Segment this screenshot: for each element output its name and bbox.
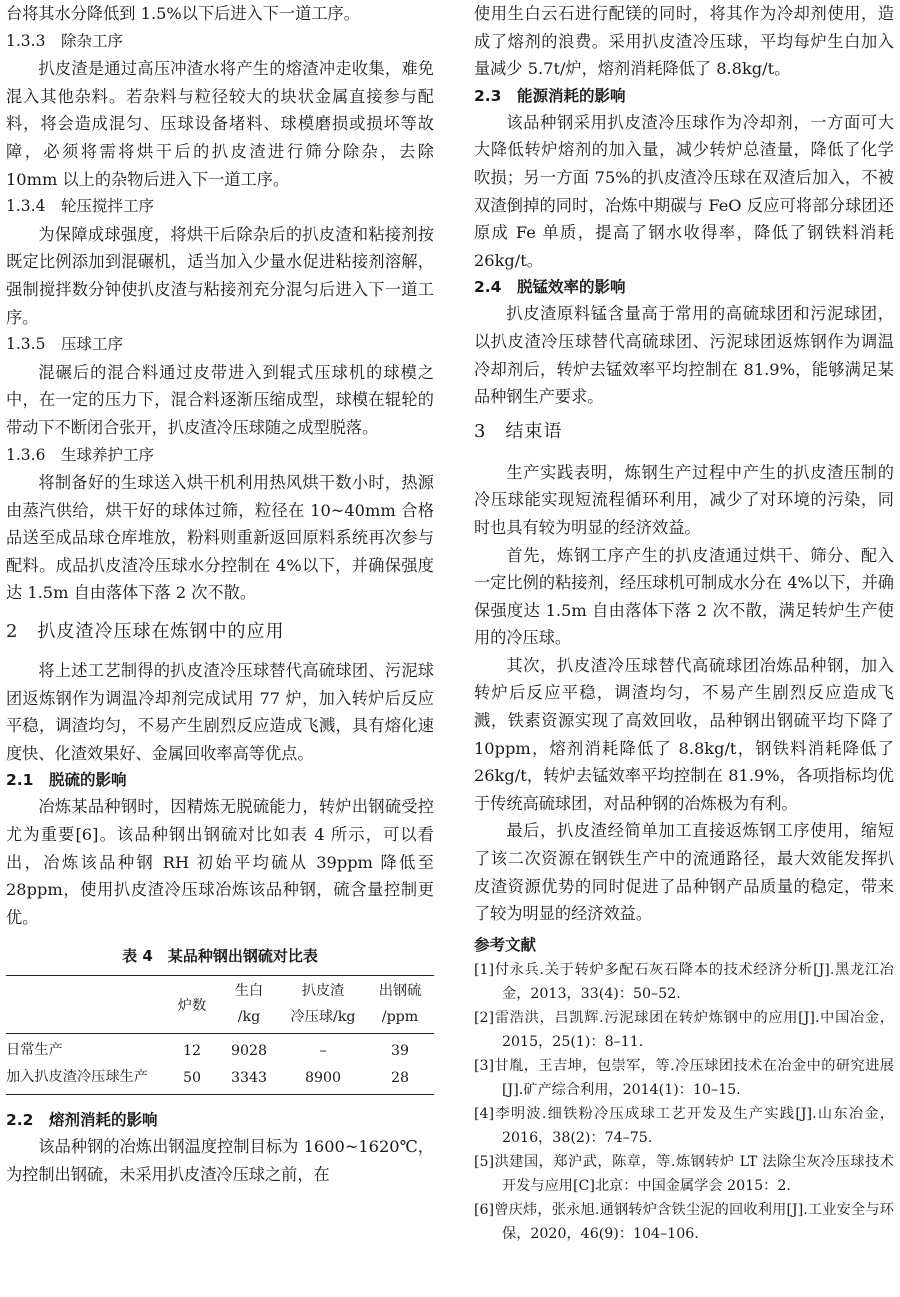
paragraph: 台将其水分降低到 1.5%以下后进入下一道工序。: [6, 4, 360, 23]
table-header: 扒皮渣: [280, 976, 366, 1005]
right-column: [474, 0, 894, 1246]
section-heading: 2.3 能源消耗的影响: [474, 86, 626, 105]
table-cell: 日常生产: [6, 1042, 63, 1059]
left-column: [6, 0, 434, 1189]
reference-item: [3]甘胤，王吉坤，包崇军，等.冷压球团技术在冶金中的研究进展[J].矿产综合利用，2014(1)：10–15.: [474, 1057, 894, 1098]
references-list: [474, 958, 894, 1246]
table-cell: 9028: [230, 1042, 268, 1059]
reference-item: [1]付永兵.关于转炉多配石灰石降本的技术经济分析[J].黑龙江冶金，2013，33(4)：50–52.: [474, 961, 894, 1002]
table-header: /ppm: [366, 1004, 434, 1034]
section-heading: 1.3.3 除杂工序: [6, 31, 123, 50]
section-heading: 2.4 脱锰效率的影响: [474, 278, 626, 297]
table-cell: 28: [366, 1064, 434, 1095]
paragraph: 为保障成球强度，将烘干后除杂后的扒皮渣和粘接剂按既定比例添加到混碾机，适当加入少量水促进粘接剂溶解，强制搅拌数分钟使扒皮渣与粘接剂充分混匀后进入下一道工序。: [6, 224, 434, 327]
table-cell: 12: [182, 1042, 202, 1059]
paragraph: 该品种钢的冶炼出钢温度控制目标为 1600~1620℃，为控制出钢硫，未采用扒皮渣冷压球之前，在: [6, 1137, 434, 1184]
reference-item: [2]雷浩洪，吕凯辉.污泥球团在转炉炼钢中的应用[J].中国冶金，2015，25(1)：8–11.: [474, 1009, 894, 1050]
references-heading: 参考文献: [474, 935, 537, 954]
section-heading: 1.3.5 压球工序: [6, 335, 123, 354]
table-cell: 39: [390, 1042, 410, 1059]
paragraph: 扒皮渣是通过高压冲渣水将产生的熔渣冲走收集，难免混入其他杂料。若杂料与粒径较大的块状金属直接参与配料，将会造成混匀、压球设备堵料、球模磨损或损坏等故障，必须将需将烘干后的扒皮渣进行筛分除杂，去除 10mm 以上的杂物后进入下一道工序。: [6, 59, 434, 189]
paragraph: 扒皮渣原料锰含量高于常用的高硫球团和污泥球团，以扒皮渣冷压球替代高硫球团、污泥球团返炼钢作为调温冷却剂后，转炉去锰效率平均控制在 81.9%，能够满足某品种钢生产要求。: [474, 304, 894, 407]
paragraph: 首先，炼钢工序产生的扒皮渣通过烘干、筛分、配入一定比例的粘接剂，经压球机可制成水分在 4%以下，并确保强度达 1.5m 自由落体下落 2 次不散，满足转炉生产使用的冷压球。: [474, 545, 894, 648]
section-heading: 1.3.6 生球养护工序: [6, 445, 154, 464]
table-header: [6, 1004, 166, 1034]
paragraph: 混碾后的混合料通过皮带进入到辊式压球机的球模之中，在一定的压力下，混合料逐渐压缩成型，球模在辊轮的带动下不断闭合张开，扒皮渣冷压球随之成型脱落。: [6, 362, 434, 437]
table-header: 生白: [218, 976, 280, 1005]
paragraph: 冶炼某品种钢时，因精炼无脱硫能力，转炉出钢硫受控尤为重要[6]。该品种钢出钢硫对比如表 4 所示，可以看出，冶炼该品种钢 RH 初始平均硫从 39ppm 降低至 28ppm，使用扒皮渣冷压球冶炼该品种钢，硫含量控制更优。: [6, 797, 434, 927]
section-heading: 2.2 熔剂消耗的影响: [6, 1111, 158, 1130]
chapter-heading: 2 扒皮渣冷压球在炼钢中的应用: [6, 621, 285, 643]
table-cell: 8900: [280, 1064, 366, 1095]
paragraph: 生产实践表明，炼钢生产过程中产生的扒皮渣压制的冷压球能实现短流程循环利用，减少了对环境的污染，同时也具有较为明显的经济效益。: [474, 462, 894, 537]
table-header: 炉数: [166, 991, 218, 1021]
table-cell: 加入扒皮渣冷压球生产: [6, 1064, 166, 1095]
reference-item: [4]李明波.细铁粉冷压成球工艺开发及生产实践[J].山东冶金，2016，38(2)：74–75.: [474, 1105, 894, 1146]
section-heading: 1.3.4 轮压搅拌工序: [6, 197, 154, 216]
table-cell: 3343: [218, 1064, 280, 1095]
chapter-heading: 3 结束语: [474, 420, 563, 442]
table-header: 冷压球/kg: [280, 1004, 366, 1034]
paragraph: 使用生白云石进行配镁的同时，将其作为冷却剂使用，造成了熔剂的浪费。采用扒皮渣冷压球，平均每炉生白加入量减少 5.7t/炉，熔剂消耗降低了 8.8kg/t。: [474, 4, 894, 79]
data-table: [6, 975, 434, 1095]
section-heading: 2.1 脱硫的影响: [6, 771, 127, 790]
table-cell: 50: [166, 1064, 218, 1095]
table-cell: –: [319, 1042, 327, 1059]
reference-item: [5]洪建国，郑沪武，陈章，等.炼钢转炉 LT 法除尘灰冷压球技术开发与应用[C]北京：中国金属学会 2015：2.: [474, 1153, 894, 1194]
table-caption: 表 4 某品种钢出钢硫对比表: [122, 947, 318, 966]
paragraph: 将上述工艺制得的扒皮渣冷压球替代高硫球团、污泥球团返炼钢作为调温冷却剂完成试用 77 炉，加入转炉后反应平稳，调渣均匀，不易产生剧烈反应造成飞溅，具有熔化速度快、化渣效果好、金属回收率高等优点。: [6, 661, 434, 763]
table-header: 出钢硫: [366, 976, 434, 1005]
reference-item: [6]曾庆炜，张永旭.通钢转炉含铁尘泥的回收利用[J].工业安全与环保，2020，46(9)：104–106.: [474, 1201, 894, 1242]
paragraph: 其次，扒皮渣冷压球替代高硫球团冶炼品种钢，加入转炉后反应平稳，调渣均匀，不易产生剧烈反应造成飞溅，铁素资源实现了高效回收，品种钢出钢硫平均下降了 10ppm，熔剂消耗降低了 8.8kg/t，钢铁料消耗降低了 26kg/t，转炉去锰效率平均控制在 81.9%，各项指标均优于传统高硫球团，对品种钢的冶炼极为有利。: [474, 655, 894, 813]
paragraph: 最后，扒皮渣经简单加工直接返炼钢工序使用，缩短了该二次资源在钢铁生产中的流通路径，最大效能发挥扒皮渣资源优势的同时促进了品种钢产品质量的稳定，带来了较为明显的经济效益。: [474, 821, 894, 924]
paragraph: 将制备好的生球送入烘干机利用热风烘干数小时，热源由蒸汽供给，烘干好的球体过筛，粒径在 10~40mm 合格品送至成品球仓库堆放，粉料则重新返回原料系统再次参与配料。成品扒皮渣冷压球水分控制在 4%以下，并确保强度达 1.5m 自由落体下落 2 次不散。: [6, 473, 434, 603]
table-header: [6, 976, 166, 1005]
paragraph: 该品种钢采用扒皮渣冷压球作为冷却剂，一方面可大大降低转炉熔剂的加入量，减少转炉总渣量，降低了化学吹损；另一方面 75%的扒皮渣冷压球在双渣后加入，不被双渣倒掉的同时，冶炼中期碳与 FeO 反应可将部分球团还原成 Fe 单质，提高了钢水收得率，降低了钢铁料消耗 26kg/t。: [474, 112, 894, 270]
table-header: /kg: [218, 1004, 280, 1034]
